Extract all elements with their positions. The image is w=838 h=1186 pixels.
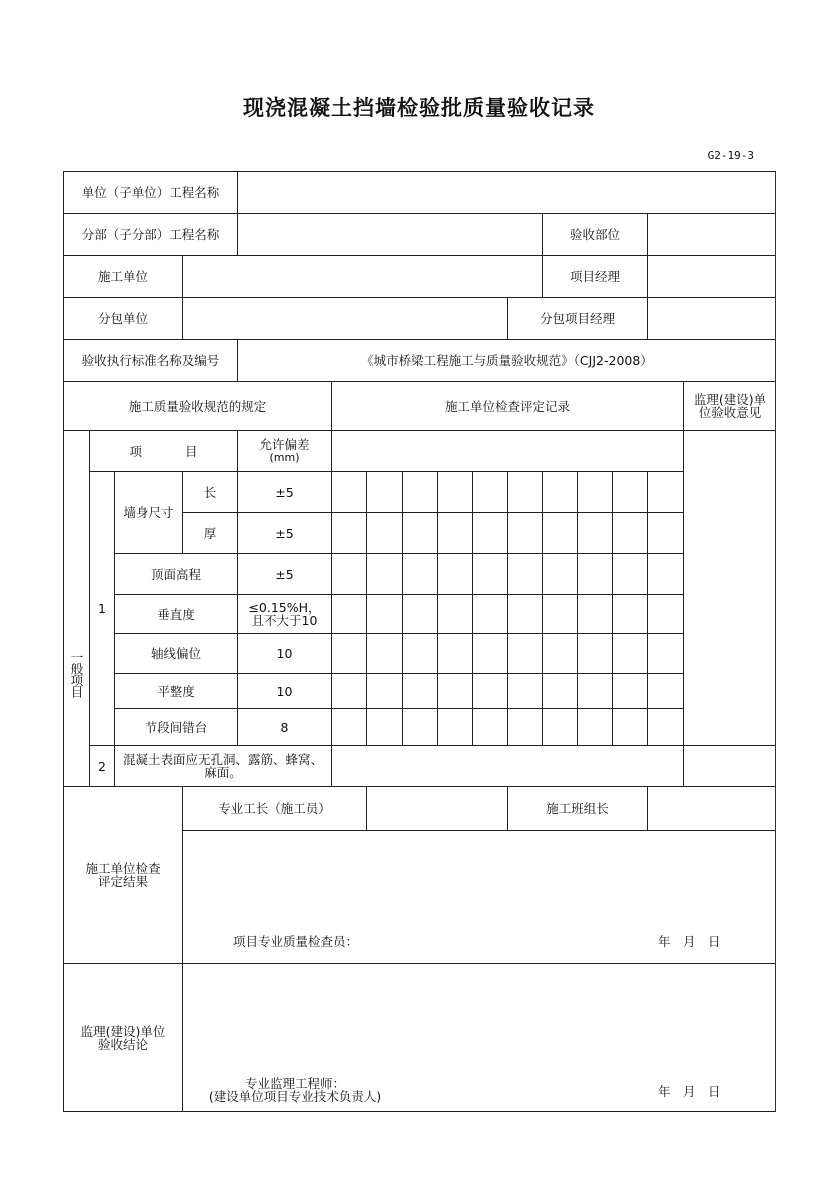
- standard-value: 《城市桥梁工程施工与质量验收规范》（CJJ2-2008）: [237, 339, 776, 381]
- measurement-cell[interactable]: [331, 633, 366, 673]
- measurement-cell[interactable]: [437, 708, 472, 745]
- tolerance-header: [237, 430, 331, 471]
- measurement-cell[interactable]: [542, 708, 577, 745]
- measurement-cell[interactable]: [542, 471, 577, 512]
- item-name: 顶面高程: [114, 553, 237, 594]
- measurement-cell[interactable]: [472, 553, 507, 594]
- supervising-engineer-line1: 专业监理工程师：: [244, 1076, 345, 1091]
- item2-text-line1: 混凝土表面应无孔洞、露筋、蜂窝、: [122, 752, 323, 767]
- document-title: 现浇混凝土挡墙检验批质量验收记录: [243, 96, 595, 120]
- measurement-cell[interactable]: [437, 512, 472, 553]
- subcontract-manager-label: 分包项目经理: [507, 297, 647, 339]
- measurement-cell[interactable]: [647, 594, 683, 633]
- measurement-cell[interactable]: [366, 553, 402, 594]
- check-result-label-line1: 施工单位检查: [85, 861, 161, 876]
- item-name: 轴线偏位: [114, 633, 237, 673]
- measurement-cell[interactable]: [437, 553, 472, 594]
- measurement-cell[interactable]: [577, 708, 612, 745]
- measurement-cell[interactable]: [612, 708, 647, 745]
- measurement-cell[interactable]: [507, 553, 542, 594]
- tolerance-value: 10: [276, 683, 293, 699]
- tolerance-value: 10: [276, 646, 293, 661]
- check-result-label-line2: 评定结果: [97, 874, 148, 889]
- inspector-label: 项目专业质量检查员：: [233, 934, 359, 949]
- tolerance-value: ±5: [275, 484, 294, 500]
- measurement-cell[interactable]: [577, 471, 612, 512]
- measurement-cell[interactable]: [507, 708, 542, 745]
- form-code: G2-19-3: [707, 149, 754, 162]
- measurement-cell[interactable]: [612, 594, 647, 633]
- unit-project-field[interactable]: [237, 171, 776, 213]
- measurement-cell[interactable]: [437, 471, 472, 512]
- item-tolerance: [237, 471, 331, 512]
- tolerance-value: 8: [280, 719, 289, 735]
- unit-project-label: 单位（子单位）工程名称: [63, 171, 237, 213]
- measurement-cell[interactable]: [507, 673, 542, 708]
- spec-column-header: 施工质量验收规范的规定: [63, 381, 331, 430]
- measurement-cell[interactable]: [366, 673, 402, 708]
- measurement-cell[interactable]: [612, 553, 647, 594]
- measurement-cell[interactable]: [331, 553, 366, 594]
- measurement-cell[interactable]: [437, 594, 472, 633]
- item2-number: 2: [89, 745, 114, 786]
- measurement-cell[interactable]: [472, 633, 507, 673]
- item-name: 平整度: [114, 673, 237, 708]
- tolerance-value: ±5: [275, 566, 294, 582]
- measurement-cell[interactable]: [542, 553, 577, 594]
- measurement-cell[interactable]: [366, 708, 402, 745]
- subcontract-unit-label: 分包单位: [63, 297, 182, 339]
- measurement-cell[interactable]: [647, 708, 683, 745]
- supervision-label-line2: 验收结论: [97, 1037, 148, 1052]
- measurement-cell[interactable]: [331, 512, 366, 553]
- measurement-cell[interactable]: [402, 633, 437, 673]
- sub-project-label: 分部（子分部）工程名称: [63, 213, 237, 255]
- item-header-b: 目: [184, 443, 198, 459]
- measurement-cell[interactable]: [402, 673, 437, 708]
- item-name: 节段间错台: [114, 708, 237, 745]
- check-result-label: [63, 786, 182, 963]
- measurement-cell[interactable]: [647, 633, 683, 673]
- item-header-a: 项: [129, 443, 142, 459]
- measurement-cell[interactable]: [612, 512, 647, 553]
- wall-size-label: 墙身尺寸: [114, 471, 182, 553]
- subcontract-manager-field[interactable]: [647, 297, 776, 339]
- measurement-cell[interactable]: [507, 471, 542, 512]
- item-tolerance: [237, 673, 331, 708]
- measurement-cell[interactable]: [577, 633, 612, 673]
- item-tolerance: [237, 512, 331, 553]
- supervising-engineer-line2: (建设单位项目专业技术负责人): [208, 1089, 382, 1104]
- team-leader-field[interactable]: [647, 786, 776, 830]
- sub-project-field[interactable]: [237, 213, 542, 255]
- item2-record-field[interactable]: [331, 745, 683, 786]
- accept-location-field[interactable]: [647, 213, 776, 255]
- measurement-cell[interactable]: [402, 512, 437, 553]
- supervisor-column-header: 监理(建设)单位验收意见: [683, 381, 776, 430]
- construction-unit-label: 施工单位: [63, 255, 182, 297]
- measurement-cell[interactable]: [507, 512, 542, 553]
- measurement-cell[interactable]: [472, 512, 507, 553]
- item2-description: [114, 745, 331, 786]
- measurement-cell[interactable]: [472, 471, 507, 512]
- item-tolerance: [237, 633, 331, 673]
- measurement-cell[interactable]: [366, 633, 402, 673]
- measurement-cell[interactable]: [542, 673, 577, 708]
- foreman-label: 专业工长（施工员）: [182, 786, 366, 830]
- measurement-cell[interactable]: [507, 594, 542, 633]
- measurement-cell[interactable]: [366, 594, 402, 633]
- measurement-cell[interactable]: [647, 553, 683, 594]
- general-items-label: 一般项目: [63, 430, 89, 786]
- tolerance-header-unit: (mm): [269, 451, 300, 464]
- team-leader-label: 施工班组长: [507, 786, 647, 830]
- project-manager-label: 项目经理: [542, 255, 647, 297]
- supervision-date-label: 年 月 日: [658, 1084, 721, 1099]
- measurement-cell[interactable]: [507, 633, 542, 673]
- project-manager-field[interactable]: [647, 255, 776, 297]
- record-column-header: 施工单位检查评定记录: [331, 381, 683, 430]
- tolerance-value-line2: 且不大于10: [251, 613, 318, 628]
- supervising-engineer-label: [200, 1077, 390, 1103]
- measurement-cell[interactable]: [647, 471, 683, 512]
- item-tolerance: [237, 594, 331, 633]
- measurement-cell[interactable]: [402, 553, 437, 594]
- measurement-cell[interactable]: [577, 673, 612, 708]
- measurement-cell[interactable]: [612, 471, 647, 512]
- construction-unit-field[interactable]: [182, 255, 542, 297]
- item-header: [89, 430, 237, 471]
- measurement-cell[interactable]: [577, 512, 612, 553]
- tolerance-value: ≤0.15%H，: [248, 600, 321, 615]
- measurement-cell[interactable]: [647, 673, 683, 708]
- item1-number: 1: [89, 471, 114, 745]
- measurement-cell[interactable]: [472, 673, 507, 708]
- item-tolerance: [237, 708, 331, 745]
- measurement-cell[interactable]: [542, 512, 577, 553]
- subcontract-unit-field[interactable]: [182, 297, 507, 339]
- item2-text-line2: 麻面。: [204, 765, 242, 780]
- measurement-cell[interactable]: [402, 708, 437, 745]
- measurement-cell[interactable]: [542, 594, 577, 633]
- tolerance-value: ±5: [275, 525, 294, 541]
- item-name: 长: [182, 471, 237, 512]
- measurement-cell[interactable]: [331, 594, 366, 633]
- measurement-cell[interactable]: [472, 594, 507, 633]
- tolerance-header-label: 允许偏差: [259, 437, 310, 452]
- measurement-cell[interactable]: [331, 673, 366, 708]
- item-name: 垂直度: [114, 594, 237, 633]
- item2-supervisor-field[interactable]: [683, 745, 776, 786]
- measurement-cell[interactable]: [647, 512, 683, 553]
- measurement-cell[interactable]: [612, 673, 647, 708]
- accept-location-label: 验收部位: [542, 213, 647, 255]
- item-name: 厚: [182, 512, 237, 553]
- measurement-cell[interactable]: [472, 708, 507, 745]
- record-header-blank: [331, 430, 683, 471]
- measurement-cell[interactable]: [366, 471, 402, 512]
- supervision-label: [63, 963, 182, 1112]
- measurement-cell[interactable]: [331, 708, 366, 745]
- measurement-cell[interactable]: [331, 471, 366, 512]
- measurement-cell[interactable]: [366, 512, 402, 553]
- measurement-cell[interactable]: [437, 673, 472, 708]
- measurement-cell[interactable]: [542, 633, 577, 673]
- measurement-cell[interactable]: [402, 471, 437, 512]
- measurement-cell[interactable]: [402, 594, 437, 633]
- check-date-label: 年 月 日: [658, 934, 721, 949]
- measurement-cell[interactable]: [577, 594, 612, 633]
- supervision-label-line1: 监理(建设)单位: [80, 1024, 166, 1039]
- measurement-cell[interactable]: [612, 633, 647, 673]
- item-tolerance: [237, 553, 331, 594]
- standard-label: 验收执行标准名称及编号: [63, 339, 237, 381]
- measurement-cell[interactable]: [437, 633, 472, 673]
- foreman-field[interactable]: [366, 786, 507, 830]
- measurement-cell[interactable]: [577, 553, 612, 594]
- supervisor-opinion-field[interactable]: [683, 430, 776, 745]
